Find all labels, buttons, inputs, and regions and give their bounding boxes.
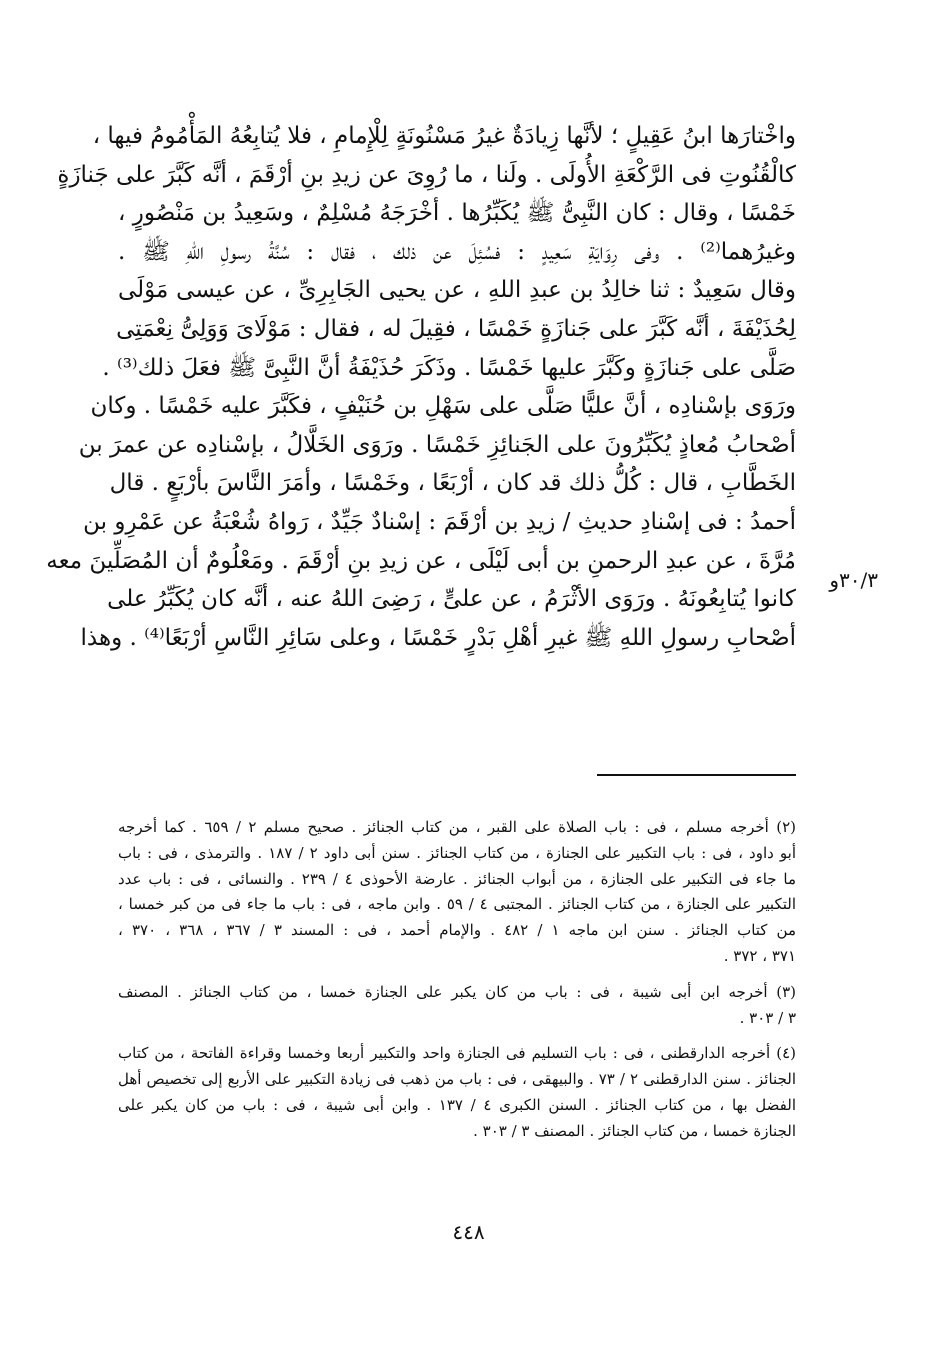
footnote-line: الفضل بها ، من كتاب الجنائز . السنن الكبرى ٤ / ١٣٧ . وابن أبى شيبة ، فى : باب من كان يكبر على [118, 1095, 797, 1114]
footnote-2 [118, 815, 796, 970]
footnote-3 [118, 980, 796, 1032]
text-line: أصْحابُ مُعاذٍ يُكَبِّرُونَ على الجَنائِزِ خَمْسًا . ورَوَى الخَلَّالُ ، بإسْنادِه عن عمرَ بن [78, 431, 796, 458]
footnote-spacer [118, 1031, 796, 1041]
text-line: ورَوَى بإسْنادِه ، أنَّ عليًّا صَلَّى على سَهْلِ بن حُنَيْفٍ ، فكَبَّرَ عليه خَمْسًا . وكان [90, 393, 796, 420]
footnote-separator [597, 774, 796, 776]
footnote-line: أبو داود ، فى : باب التكبير على الجنازة ، من كتاب الجنائز . سنن أبى داود ٢ / ١٨٧ . والترمذى ، فى : باب [118, 843, 796, 862]
text-line: صَلَّى على جَنازَةٍ وكَبَّرَ عليها خَمْسًا . وذَكَرَ حُذَيْفَةُ أنَّ النَّبِىَّ ﷺ فعَلَ ذلك⁽³⁾ . [102, 354, 796, 381]
footnote-line: (٣) أخرجه ابن أبى شيبة ، فى : باب من كان يكبر على الجنازة خمسا ، من كتاب الجنائز . المصنف [118, 982, 796, 1001]
footnote-line: ٣ / ٣٠٣ . [739, 1008, 796, 1027]
text-line: واخْتارَها ابنُ عَقِيلٍ ؛ لأنَّها زِيادَةٌ غيرُ مَسْنُونَةٍ لِلْإِمامِ ، فلا يُتابِعُهُ المَأْمُومُ فيها ، [92, 123, 796, 149]
margin-folio-note: ٣٠/٣و [829, 568, 878, 592]
footnotes [118, 815, 796, 1145]
footnote-line: من كتاب الجنائز . سنن ابن ماجه ١ / ٤٨٢ . والإمام أحمد ، فى : المسند ٣ / ٣٦٧ ، ٣٦٨ ، ٣٧٠ ، [118, 921, 797, 940]
text-line: كالْقُنُوتِ فى الرَّكْعَةِ الأُولَى . ولَنا ، ما رُوِىَ عن زيدِ بنِ أرْقَمَ ، أنَّه كَبَّرَ على جَنازَةٍ [57, 161, 796, 188]
footnote-line: (٢) أخرجه مسلم ، فى : باب الصلاة على القبر ، من كتاب الجنائز . صحيح مسلم ٢ / ٦٥٩ . كما أخرجه [118, 818, 796, 836]
text-line: أصْحابِ رسولِ اللهِ ﷺ غيرِ أهْلِ بَدْرٍ خَمْسًا ، وعلى سَائِرِ النَّاسِ أرْبَعًا⁽⁴⁾ . وهذا [80, 624, 796, 651]
page-number: ٤٤٨ [452, 1220, 485, 1244]
footnote-line: ٣٧١ ، ٣٧٢ . [723, 946, 796, 965]
footnote-line: (٤) أخرجه الدارقطنى ، فى : باب التسليم فى الجنازة واحد والتكبير أربعا وخمسا وقراءة الفاتحة ، من كتاب [118, 1044, 796, 1063]
footnote-4 [118, 1041, 796, 1144]
footnote-line: الجنائز . سنن الدارقطنى ٢ / ٧٣ . والبيهقى ، فى : باب من ذهب فى زيادة التكبير على الأربع إلى تخصيص أهل [118, 1070, 796, 1089]
text-line: وغيرُهما⁽²⁾ . وفى رِوَايَةِ سَعِيدٍ : فسُئِلَ عن ذلك ، فقال : سُنَّةُ رسولِ اللهِ ﷺ . [118, 238, 796, 265]
text-line: مُرَّةَ ، عن عبدِ الرحمنِ بن أبى لَيْلَى ، عن زيدِ بنِ أرْقَمَ . ومَعْلُومٌ أن المُصَلِّينَ معه [46, 547, 796, 574]
footnote-line: التكبير على الجنازة ، من كتاب الجنائز . المجتبى ٤ / ٥٩ . وابن ماجه ، فى : باب ما جاء فى من كبر خمسا ، [118, 895, 796, 914]
text-line: وقال سَعِيدٌ : ثنا خالِدُ بن عبدِ اللهِ ، عن يحيى الجَابِرِىِّ ، عن عيسى مَوْلَى [118, 277, 796, 304]
text-line: خَمْسًا ، وقال : كان النَّبِىُّ ﷺ يُكَبِّرُها . أخْرَجَهُ مُسْلِمٌ ، وسَعِيدُ بن مَنْصُورٍ ، [118, 200, 796, 227]
footnote-line: الجنازة خمسا ، من كتاب الجنائز . المصنف ٣ / ٣٠٣ . [473, 1121, 796, 1140]
text-line: كانوا يُتابِعُونَهُ . ورَوَى الأثْرَمُ ، عن علىٍّ ، رَضِىَ اللهُ عنه ، أنَّه كان يُكَبِّرُ على [107, 586, 796, 613]
text-line: لِحُذَيْفَةَ ، أنَّه كَبَّرَ على جَنازَةٍ خَمْسًا ، فقِيلَ له ، فقال : مَوْلَاىَ وَوَلِىُّ نِعْمَتِى [116, 315, 796, 342]
main-text [46, 117, 796, 657]
text-line: الخَطَّابِ ، قال : كُلُّ ذلك قد كان ، أرْبَعًا ، وخَمْسًا ، وأمَرَ النَّاسَ بأرْبَعٍ . قال [109, 470, 796, 497]
footnote-line: ما جاء فى التكبير على الجنازة ، من أبواب الجنائز . عارضة الأحوذى ٤ / ٢٣٩ . والنسائى ، فى : باب عدد [118, 869, 796, 888]
text-line: أحمدُ : فى إسْنادِ حديثِ / زيدِ بن أرْقَمَ : إسْنادٌ جَيِّدٌ ، رَواهُ شُعْبَةُ عن عَمْرِو بن [83, 508, 796, 535]
footnote-spacer [118, 970, 796, 980]
